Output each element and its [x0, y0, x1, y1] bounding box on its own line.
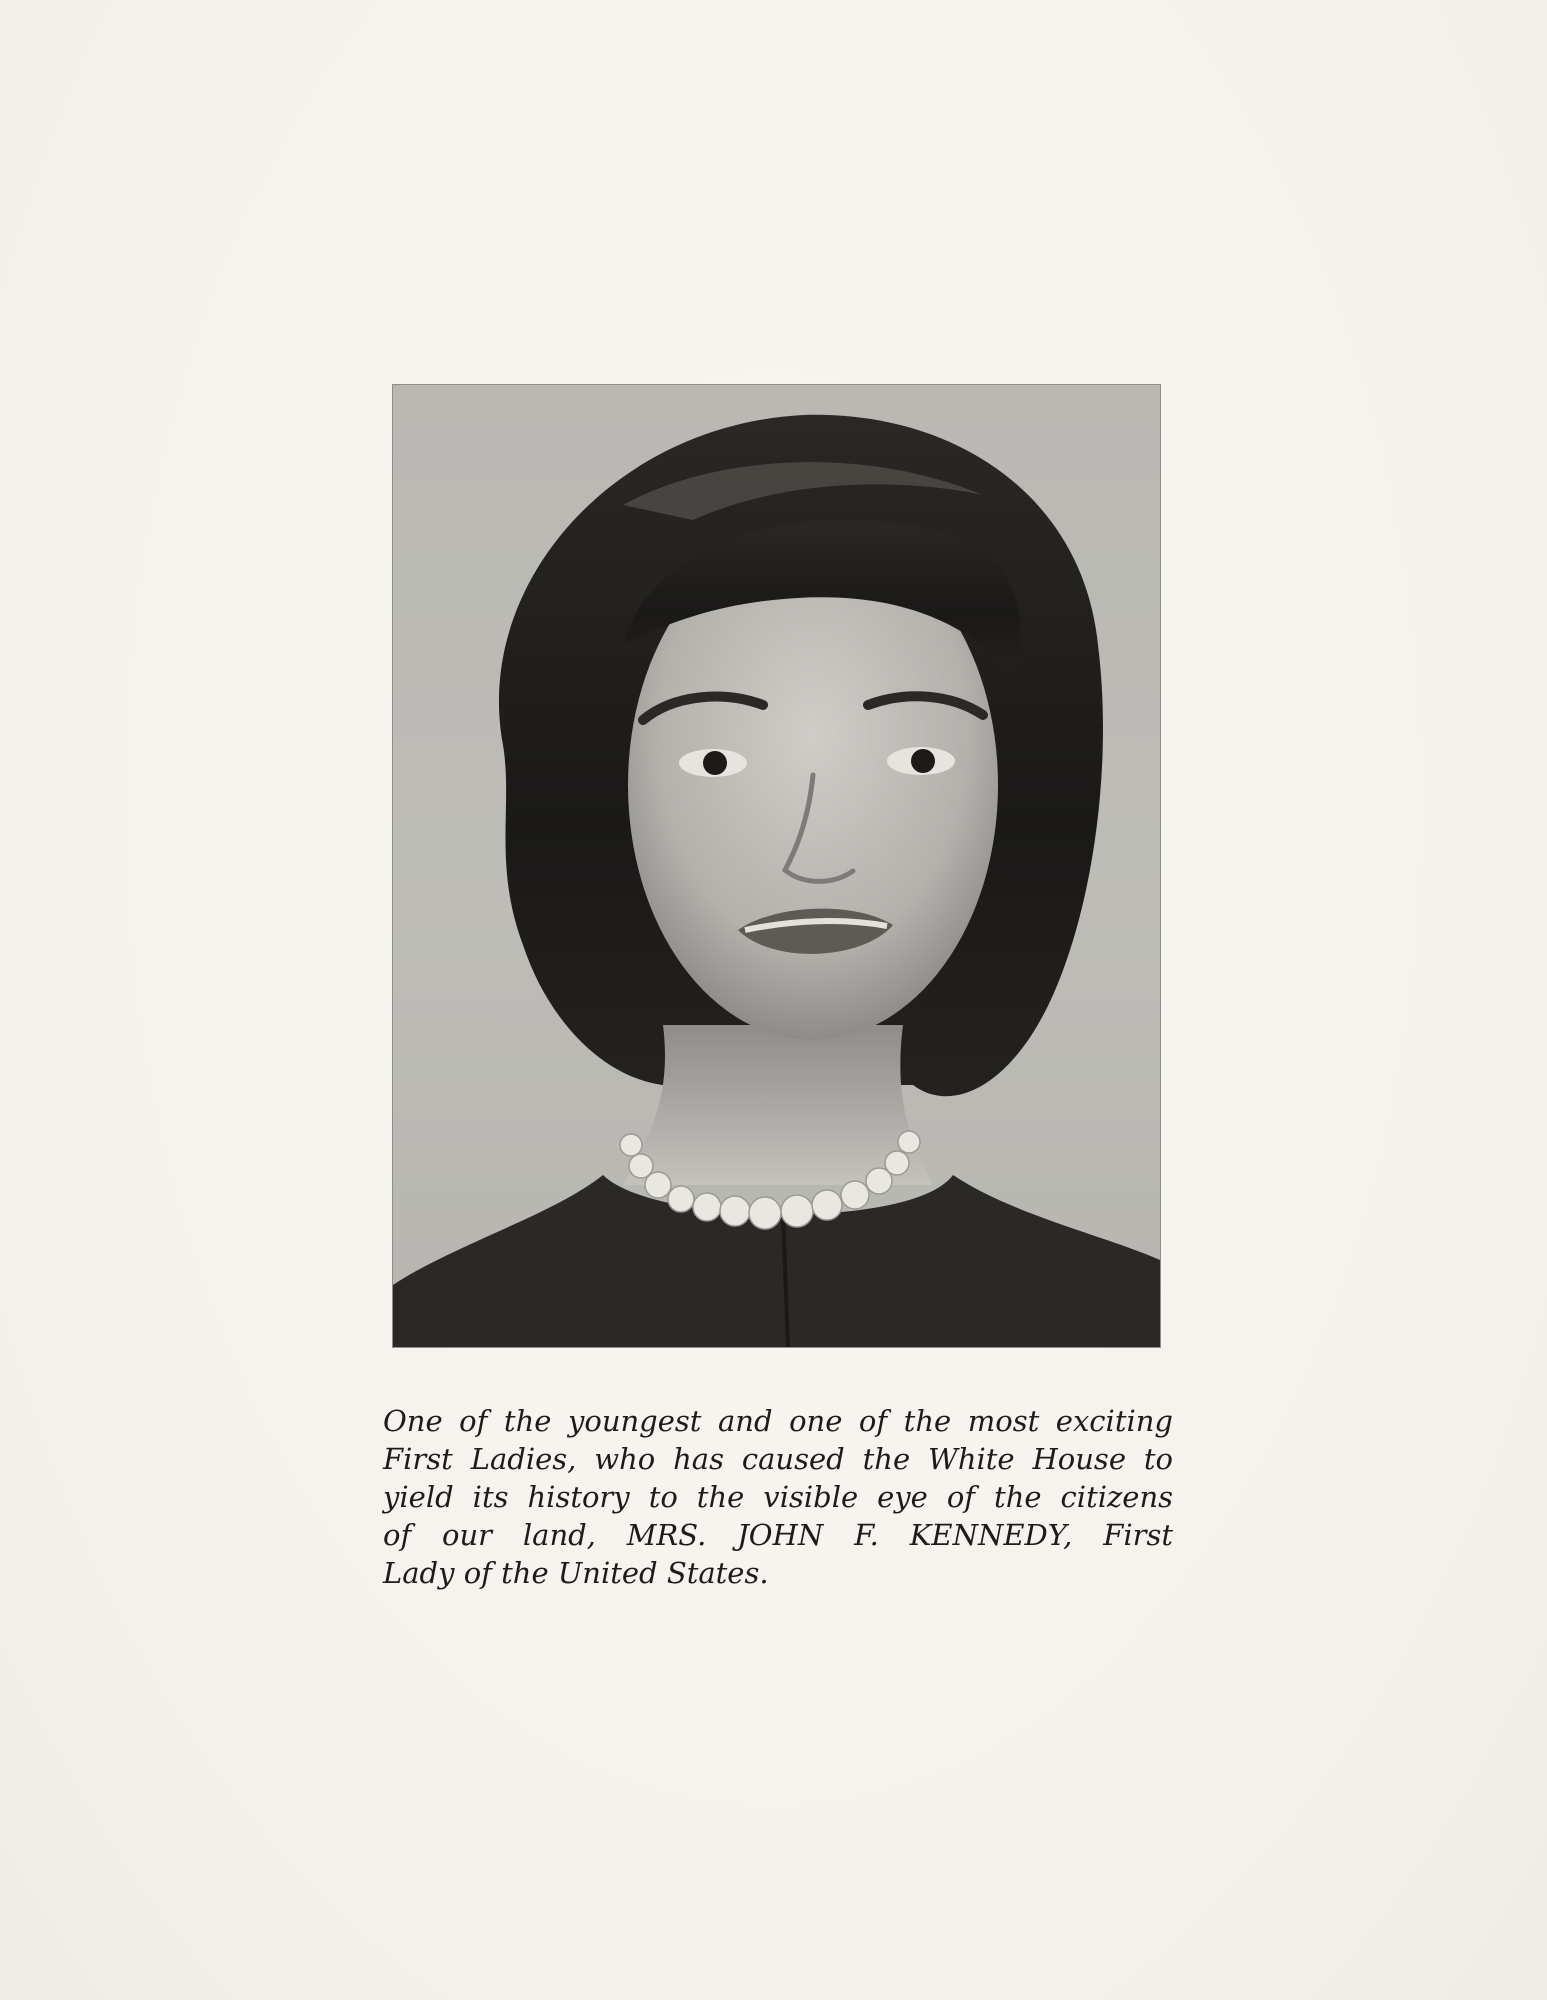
caption-line-4: of our land, MRS. JOHN F. KENNEDY, First — [383, 1518, 1173, 1552]
caption-line-2: First Ladies, who has caused the White House to — [383, 1442, 1173, 1476]
portrait-image — [393, 385, 1160, 1347]
caption-line-3: yield its history to the visible eye of the citizens — [383, 1480, 1173, 1514]
portrait-photo — [393, 385, 1160, 1347]
dress-shape — [393, 1175, 1160, 1347]
caption-line-5: Lady of the United States. — [383, 1556, 769, 1590]
caption-line-1: One of the youngest and one of the most exciting — [383, 1404, 1173, 1438]
portrait-caption — [383, 1402, 1173, 1592]
